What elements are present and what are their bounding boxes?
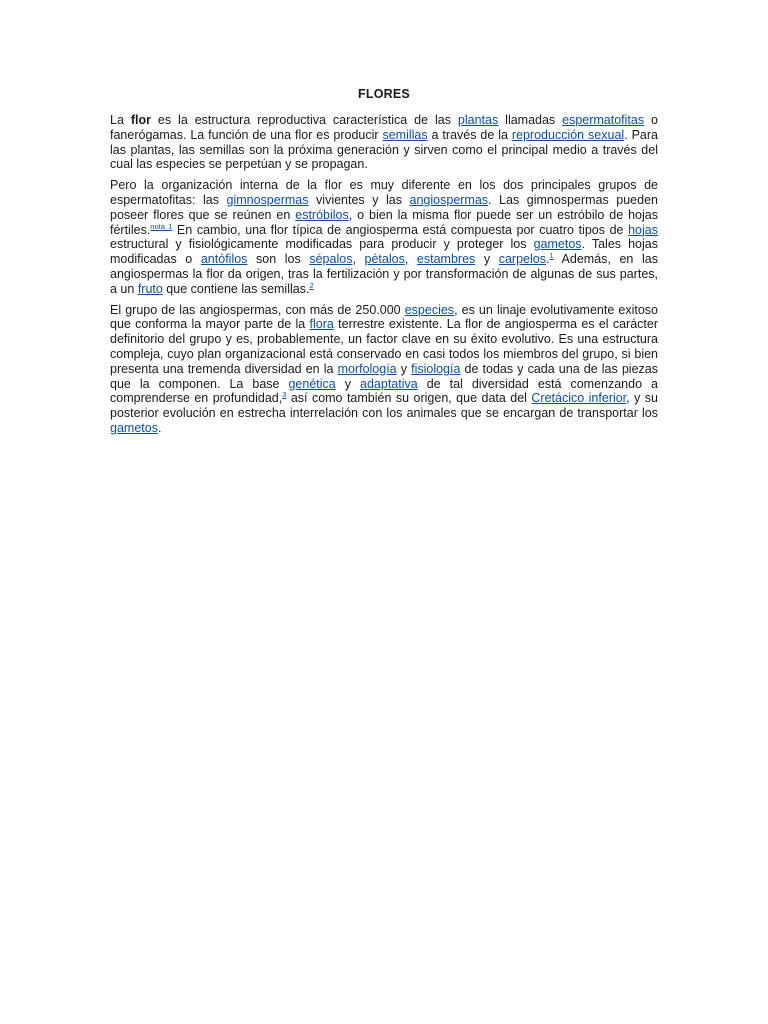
text-run: son los	[247, 252, 310, 267]
wiki-link[interactable]: especies	[404, 302, 455, 317]
wiki-link[interactable]: reproducción sexual	[511, 127, 625, 142]
wiki-link[interactable]: hojas	[628, 222, 658, 237]
wiki-link[interactable]: fruto	[137, 281, 163, 296]
paragraph-3	[110, 303, 658, 436]
wiki-link[interactable]: plantas	[457, 113, 499, 127]
text-run: y	[475, 252, 499, 267]
text-run: y	[396, 361, 412, 376]
wiki-link[interactable]: genética	[288, 376, 336, 391]
wiki-link[interactable]: flora	[309, 317, 334, 332]
text-run: terrestre existente. La flor de angiosperma es el carácter definitorio del grupo y es, probablemente, un factor clave en su éxito evolutivo. Es una estructura compleja, cuyo plan organizacional está conservado en casi todos los miembros del grupo, si bien presenta una tremenda diversidad en la	[110, 317, 658, 376]
reference-link[interactable]: 1	[549, 251, 554, 261]
text-run: .	[545, 252, 550, 267]
text-run: , y su posterior evolución en estrecha interrelación con los animales que se encargan de transportar los	[110, 391, 658, 421]
text-run: Además, en las angiospermas la flor da origen, tras la fertilización y por transformación de algunas de sus partes, a un	[110, 252, 658, 296]
text-run: de todas y cada una de las piezas que la componen. La base	[110, 361, 658, 391]
text-run: . Para las plantas, las semillas son la próxima generación y sirven como el principal medio a través del cual las especies se perpetúan y se propagan.	[110, 127, 658, 172]
wiki-link[interactable]: Cretácico inferior	[531, 391, 627, 406]
text-run: y	[335, 376, 361, 391]
wiki-link[interactable]: semillas	[382, 127, 428, 142]
text-run: ,	[352, 252, 365, 267]
paragraph-1	[110, 113, 658, 172]
text-run: que contiene las semillas.	[162, 281, 310, 296]
wiki-link[interactable]: adaptativa	[360, 376, 418, 391]
text-run: El grupo de las angiospermas, con más de 250.000	[110, 302, 405, 317]
reference-superscript	[309, 281, 313, 290]
text-run: así como también su origen, que data del	[286, 391, 532, 406]
text-run: ,	[404, 252, 417, 267]
text-run: . Las gimnospermas pueden poseer flores que se reúnen en	[110, 192, 658, 222]
wiki-link[interactable]: pétalos	[364, 252, 405, 267]
text-run: de tal diversidad está comenzando a comprenderse en profundidad,	[110, 376, 658, 406]
text-run: Pero la organización interna de la flor es muy diferente en los dos principales grupos de espermatofitas: las	[110, 178, 658, 207]
wiki-link[interactable]: espermatofitas	[562, 113, 645, 127]
wiki-link[interactable]: gametos	[533, 237, 582, 252]
document-page	[110, 86, 658, 442]
wiki-link[interactable]: estróbilos	[295, 207, 349, 222]
text-run: a través de la	[427, 127, 512, 142]
text-run: La	[110, 113, 131, 127]
text-run: .	[157, 420, 162, 435]
text-run: llamadas	[498, 113, 563, 127]
text-run: estructural y fisiológicamente modificadas para producir y proteger los	[110, 237, 534, 252]
wiki-link[interactable]: gimnospermas	[226, 192, 309, 207]
bold-term: flor	[130, 113, 151, 127]
text-run: , es un linaje evolutivamente exitoso que conforma la mayor parte de la	[110, 302, 659, 332]
document-title: FLORES	[358, 87, 410, 101]
wiki-link[interactable]: sépalos	[309, 252, 353, 267]
reference-link[interactable]: nota 1	[150, 221, 173, 231]
reference-superscript	[150, 222, 172, 231]
paragraph-2	[110, 178, 658, 296]
wiki-link[interactable]: antófilos	[200, 252, 248, 267]
text-run: , o bien la misma flor puede ser un estróbilo de hojas fértiles.	[110, 207, 658, 237]
text-run: es la estructura reproductiva característica de las	[150, 113, 458, 127]
wiki-link[interactable]: angiospermas	[409, 192, 489, 207]
wiki-link[interactable]: fisiología	[411, 361, 461, 376]
wiki-link[interactable]: carpelos	[498, 252, 546, 267]
text-run: En cambio, una flor típica de angiosperma está compuesta por cuatro tipos de	[172, 222, 629, 237]
text-run: o fanerógamas. La función de una flor es producir	[110, 113, 658, 142]
text-run: vivientes y las	[308, 192, 410, 207]
wiki-link[interactable]: gametos	[110, 420, 158, 435]
text-run: . Tales hojas modificadas o	[110, 237, 658, 267]
wiki-link[interactable]: estambres	[416, 252, 476, 267]
reference-link[interactable]: 2	[309, 280, 314, 290]
wiki-link[interactable]: morfología	[337, 361, 397, 376]
reference-link[interactable]: 3	[282, 390, 287, 400]
